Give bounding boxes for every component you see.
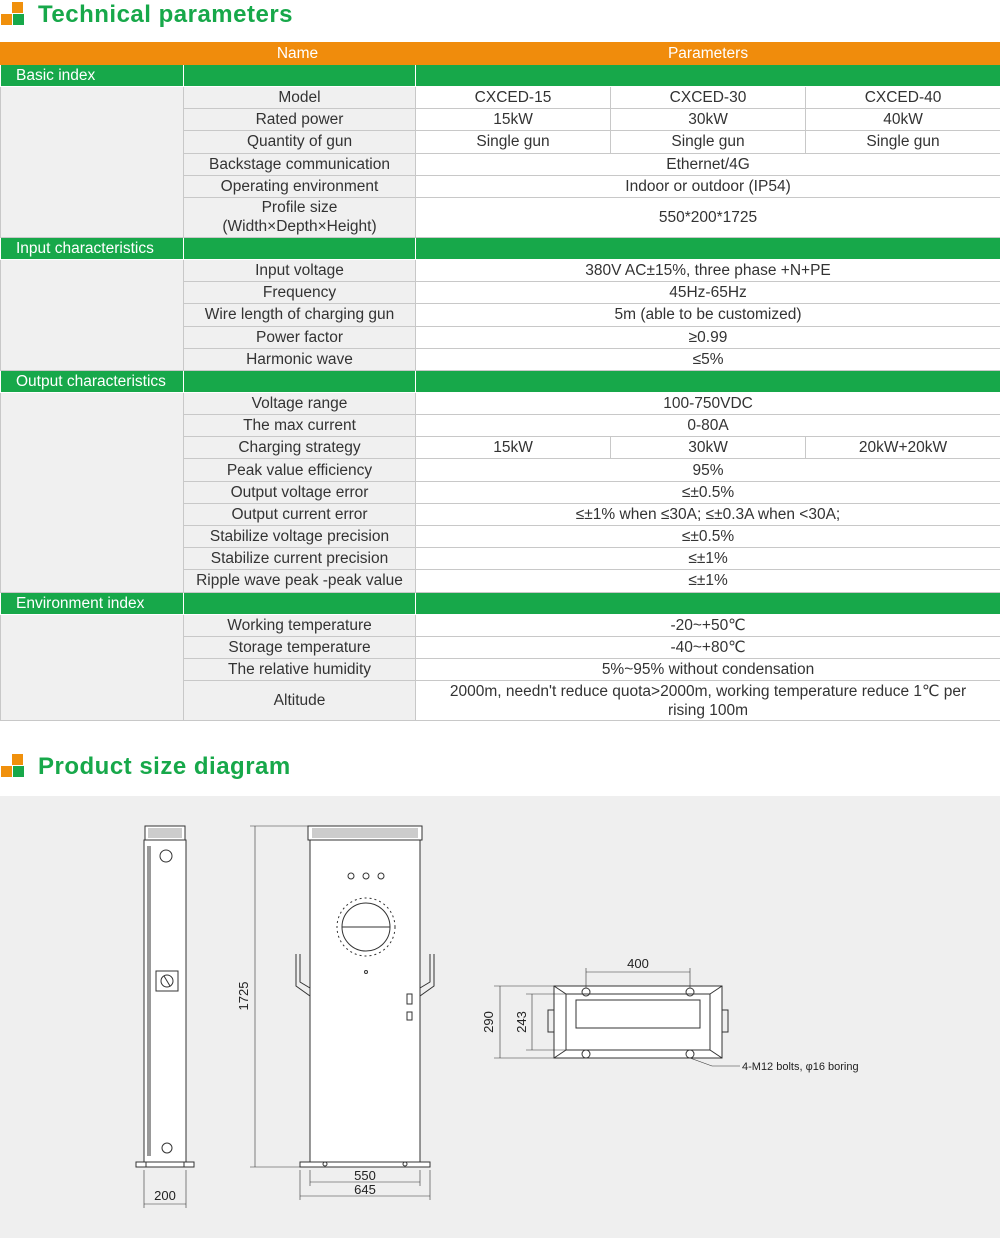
group-label: Basic index [1,65,184,87]
table-row: Peak value efficiency 95% [1,459,1000,481]
table-header-row [1,43,1000,65]
brand-squares-icon [0,1,28,29]
dim-top-inner: 243 [514,1011,529,1033]
table-row: Model CXCED-15 CXCED-30 CXCED-40 [1,87,1000,109]
table-row: Output current error ≤±1% when ≤30A; ≤±0.3A when <30A; [1,503,1000,525]
dim-front-outer: 645 [354,1182,376,1197]
dim-top-outer: 290 [481,1011,496,1033]
table-row: Operating environment Indoor or outdoor (IP54) [1,175,1000,197]
header-name: Name [1,43,416,65]
table-row: The max current 0-80A [1,415,1000,437]
table-row: Rated power 15kW 30kW 40kW [1,109,1000,131]
group-row-environment [1,592,1000,614]
top-view [494,968,740,1066]
group-label: Output characteristics [1,370,184,392]
dim-top-span: 400 [627,956,649,971]
table-row: Storage temperature -40~+80℃ [1,636,1000,658]
technical-parameters-heading [0,0,293,30]
front-view [250,826,434,1200]
group-row-input [1,237,1000,259]
table-row: Power factor ≥0.99 [1,326,1000,348]
bolts-note: 4-M12 bolts, φ16 boring [742,1061,859,1073]
table-row: Output voltage error ≤±0.5% [1,481,1000,503]
table-row: Harmonic wave ≤5% [1,348,1000,370]
dim-height: 1725 [236,981,251,1011]
table-row: Backstage communication Ethernet/4G [1,153,1000,175]
side-view [136,826,194,1208]
table-row: Frequency 45Hz-65Hz [1,282,1000,304]
table-row: Ripple wave peak -peak value ≤±1% [1,570,1000,592]
product-size-heading [0,752,291,782]
table-row: The relative humidity 5%~95% without condensation [1,658,1000,680]
table-row: Stabilize current precision ≤±1% [1,548,1000,570]
section-title: Product size diagram [38,753,291,780]
brand-squares-icon [0,753,28,781]
header-parameters: Parameters [416,43,1000,65]
dim-front-inner: 550 [354,1168,376,1183]
dim-side-width: 200 [154,1188,176,1203]
table-row: Working temperature -20~+50℃ [1,614,1000,636]
section-title: Technical parameters [38,1,294,28]
table-row: Altitude 2000m, needn't reduce quota>2000m, working temperature reduce 1℃ per rising 100m [1,681,1000,721]
group-row-output [1,370,1000,392]
group-label: Input characteristics [1,237,184,259]
table-row: Quantity of gun Single gun Single gun Single gun [1,131,1000,153]
product-size-diagram [0,796,1000,1238]
table-row: Charging strategy 15kW 30kW 20kW+20kW [1,437,1000,459]
diagram-drawing [0,796,1000,1238]
table-row: Wire length of charging gun 5m (able to be customized) [1,304,1000,326]
group-row-basic [1,65,1000,87]
table-row: Input voltage 380V AC±15%, three phase +N+PE [1,259,1000,281]
group-label: Environment index [1,592,184,614]
table-row: Voltage range 100-750VDC [1,392,1000,414]
table-row: Profile size (Width×Depth×Height) 550*200*1725 [1,197,1000,237]
parameters-table [0,42,1000,721]
table-row: Stabilize voltage precision ≤±0.5% [1,526,1000,548]
